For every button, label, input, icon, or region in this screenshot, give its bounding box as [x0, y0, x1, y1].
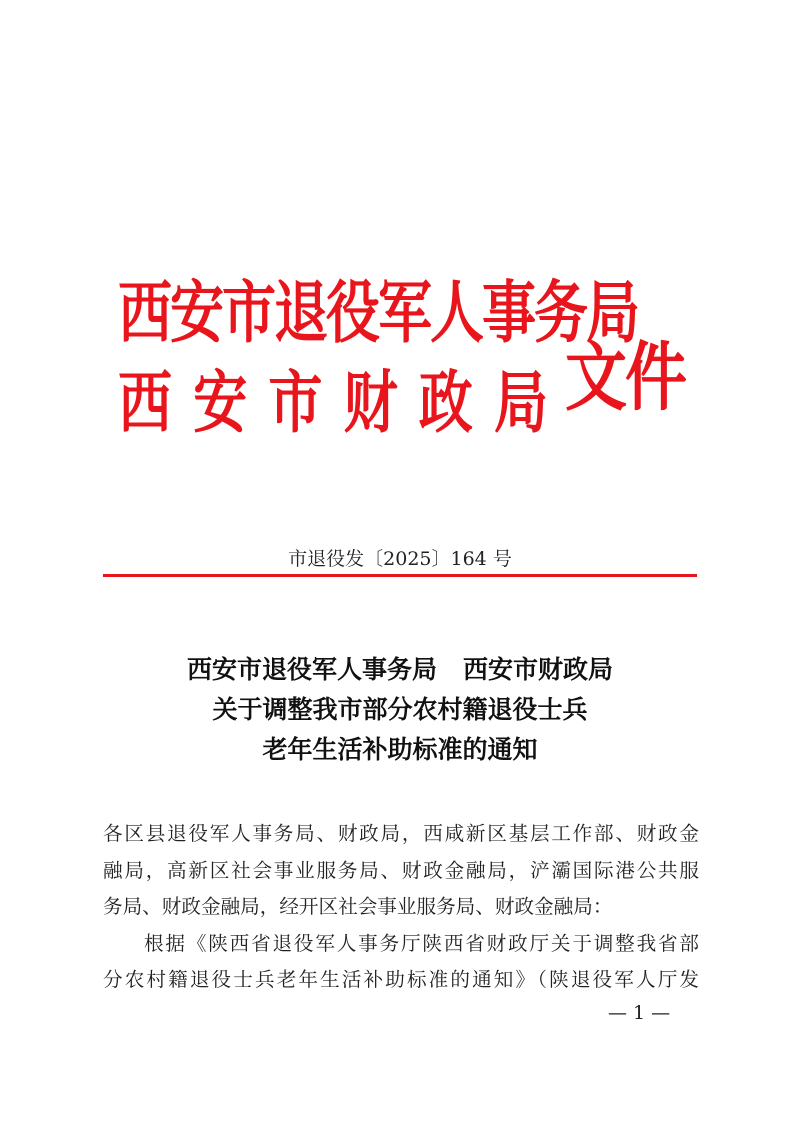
- recipients-line: 融局，高新区社会事业服务局、财政金融局，浐灞国际港公共服: [103, 858, 699, 882]
- document-number: 市退役发〔2025〕164 号: [288, 548, 512, 570]
- issuer-char: 西: [118, 362, 172, 442]
- header-divider: [103, 574, 697, 577]
- page-number: — 1 —: [608, 1002, 671, 1024]
- title-line-3: 老年生活补助标准的通知: [262, 735, 538, 764]
- document-word: 文件: [565, 333, 686, 422]
- paragraph-line: 根据《陕西省退役军人事务厅陕西省财政厅关于调整我省部: [144, 931, 699, 955]
- issuer-char: 市: [268, 362, 323, 442]
- title-issuer-2: 西安市财政局: [463, 655, 614, 684]
- recipients-line: 各区县退役军人事务局、财政局，西咸新区基层工作部、财政金: [103, 822, 699, 845]
- document-title: [0, 650, 800, 770]
- recipients-line: 务局、财政金融局，经开区社会事业服务局、财政金融局：: [103, 895, 613, 919]
- issuer-name-finance-bureau: [118, 352, 548, 452]
- issuer-name-veterans-bureau: 西安市退役军人事务局: [118, 272, 638, 352]
- title-issuer-1: 西安市退役军人事务局: [186, 655, 437, 684]
- document-body: [103, 816, 699, 999]
- issuer-char: 局: [493, 362, 548, 442]
- issuer-char: 财: [343, 362, 398, 442]
- title-line-2: 关于调整我市部分农村籍退役士兵: [212, 695, 588, 724]
- issuer-char: 安: [193, 362, 248, 442]
- paragraph-line: 分农村籍退役士兵老年生活补助标准的通知》（陕退役军人厅发: [103, 968, 699, 992]
- issuer-char: 政: [418, 362, 473, 442]
- title-line-1: [0, 650, 800, 690]
